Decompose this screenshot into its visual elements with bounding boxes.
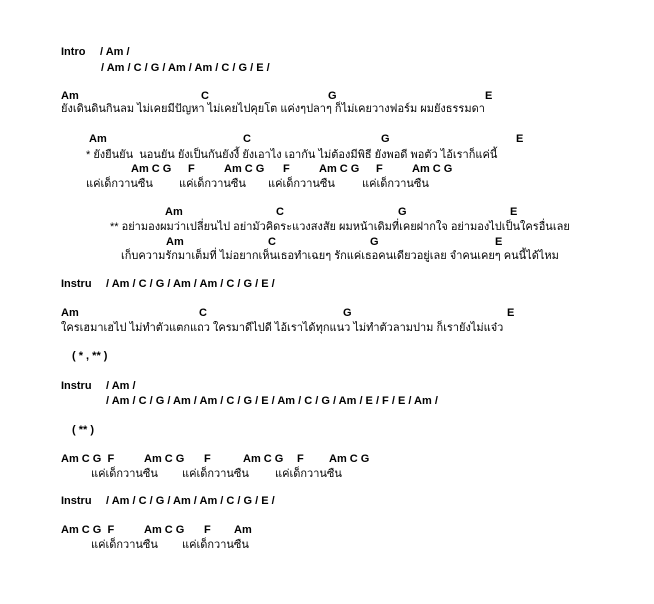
- chord: Am: [234, 524, 252, 536]
- chord: C: [201, 90, 209, 102]
- chord: F: [188, 163, 195, 175]
- lyric-line: * ยังยืนยัน นอนยัน ยังเป็นกันยังงี้ ยังเอาไง เอากัน ไม่ต้องมีพิธี ยังพอดี พอตัว ไอ้เราก็แค่นี้: [86, 149, 498, 161]
- chord: C: [276, 206, 284, 218]
- lyric-line: แค่เด็กวานซืน: [179, 178, 246, 190]
- chord: G: [370, 236, 379, 248]
- lyric-line: ใครเฮมาเฮไป ไม่ทำตัวแตกแถว ใครมาดีไปดี ไอ้เราได้ทุกแนว ไม่ทำตัวลามปาม ก็เรายังไม่แจ๋ว: [61, 322, 504, 334]
- chord: F: [283, 163, 290, 175]
- chord: Am C G: [243, 453, 284, 465]
- chord: Am C G F: [61, 453, 115, 465]
- chord: Am: [166, 236, 184, 248]
- chord: Am C G: [329, 453, 370, 465]
- chord: Am: [165, 206, 183, 218]
- chord: E: [507, 307, 515, 319]
- repeat-marker: ( ** ): [72, 424, 94, 436]
- chord: Am C G: [319, 163, 360, 175]
- chord: F: [297, 453, 304, 465]
- chord: G: [343, 307, 352, 319]
- instru-line2: / Am / C / G / Am / Am / C / G / E / Am / C / G / Am / E / F / E / Am /: [106, 395, 438, 407]
- lyric-line: แค่เด็กวานซืน: [182, 468, 249, 480]
- chord: Am C G: [144, 453, 185, 465]
- chord: Am: [61, 90, 79, 102]
- intro-line2: / Am / C / G / Am / Am / C / G / E /: [101, 62, 270, 74]
- chord: Am C G: [131, 163, 172, 175]
- chord: F: [204, 524, 211, 536]
- chord: C: [243, 133, 251, 145]
- chord: Am C G: [144, 524, 185, 536]
- intro-line1: / Am /: [100, 46, 130, 58]
- lyric-line: แค่เด็กวานซืน: [362, 178, 429, 190]
- instru-progression: / Am / C / G / Am / Am / C / G / E /: [106, 495, 275, 507]
- chord: G: [328, 90, 337, 102]
- chord: Am: [89, 133, 107, 145]
- instru-line1: / Am /: [106, 380, 136, 392]
- lyric-line: แค่เด็กวานซืน: [91, 539, 158, 551]
- lyric-line: แค่เด็กวานซืน: [268, 178, 335, 190]
- lyric-line: เก็บความรักมาเต็มที่ ไม่อยากเห็นเธอทำเฉยๆ รักแค่เธอคนเดียวอยู่เลย จำคนเคยๆ คนนี้ได้ไหม: [121, 250, 559, 262]
- chord: C: [199, 307, 207, 319]
- chord: E: [510, 206, 518, 218]
- instru-label: Instru: [61, 495, 92, 507]
- chord: Am: [61, 307, 79, 319]
- instru-label: Instru: [61, 380, 92, 392]
- instru-label: Instru: [61, 278, 92, 290]
- chord: C: [268, 236, 276, 248]
- chord: G: [398, 206, 407, 218]
- lyric-line: แค่เด็กวานซืน: [275, 468, 342, 480]
- intro-label: Intro: [61, 46, 86, 58]
- lyric-line: แค่เด็กวานซืน: [182, 539, 249, 551]
- lyric-line: แค่เด็กวานซืน: [91, 468, 158, 480]
- lyric-line: ** อย่ามองผมว่าเปลี่ยนไป อย่ามัวคิดระแวงสงสัย ผมหน้าเดิมที่เคยฝากใจ อย่ามองไปเป็นใครอื่นเลย: [110, 221, 570, 233]
- chord: Am C G: [224, 163, 265, 175]
- chord: E: [516, 133, 524, 145]
- chord: Am C G: [412, 163, 453, 175]
- chord: F: [376, 163, 383, 175]
- chord: E: [485, 90, 493, 102]
- instru-progression: / Am / C / G / Am / Am / C / G / E /: [106, 278, 275, 290]
- lyric-line: แค่เด็กวานซืน: [86, 178, 153, 190]
- chord: F: [204, 453, 211, 465]
- chord: Am C G F: [61, 524, 115, 536]
- lyric-line: ยังเดินดินกินลม ไม่เคยมีปัญหา ไม่เคยไปคุยโต แค่งๆปลาๆ ก็ไม่เคยวางฟอร์ม ผมยังธรรมดา: [61, 103, 485, 115]
- chord: G: [381, 133, 390, 145]
- repeat-marker: ( * , ** ): [72, 350, 108, 362]
- chord: E: [495, 236, 503, 248]
